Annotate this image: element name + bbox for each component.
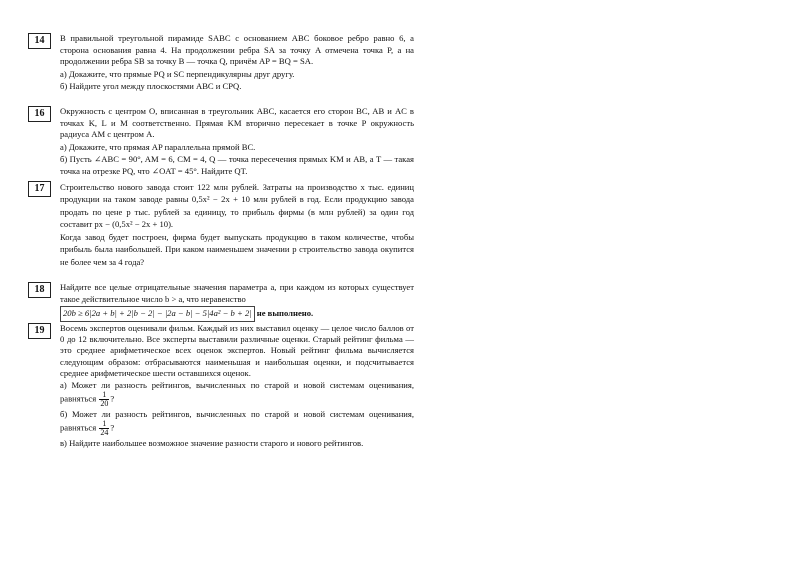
part-c: в) Найдите наибольшее возможное значение разности старого и нового рейтингов. [60,438,364,449]
problem-text: В правильной треугольной пирамиде SABC с основанием ABC боковое ребро равно 6, а сторона основания равна 4. На продолжении ребра SA за точку A отмечена точка P, а на продолжении ребра SB за точку B — точка Q, причём AP = BQ = SA. [60,33,414,67]
part-b: б) Пусть ∠ABC = 90°, AM = 6, CM = 4, Q — точка пересечения прямых KM и AB, а T — такая точка на отрезке PQ, что ∠OAT = 45°. Найдите QT. [60,154,414,176]
part-a [60,380,414,408]
fraction-a [99,391,109,408]
fraction-a-denominator: 20 [100,399,109,409]
fraction-a-numerator: 1 [99,391,109,400]
part-a: а) Докажите, что прямая AP параллельна прямой BC. [60,141,256,152]
problem-text: Найдите все целые отрицательные значения параметра a, при каждом из которых существует такое действительное число b > a, что неравенство [60,282,414,304]
problem-18 [28,282,414,320]
question-mark: ? [110,422,115,433]
question-mark: ? [110,393,115,404]
problem-text: Восемь экспертов оценивали фильм. Каждый из них выставил оценку — целое число баллов от 0 до 12 включительно. Все эксперты выставили различные оценки. Старый рейтинг фильма — это среднее арифметическое всех оценок экспертов. Новый рейтинг фильма вычисляется следующим образом: отбрасываются наименьшая и наибольшая оценки, и подсчитывается среднее арифметическое шести оставшихся оценок. [60,323,414,378]
fraction-b [99,420,109,437]
problem-16 [28,106,414,176]
inequality-tail: не выполнено. [256,308,314,319]
inequality-line [60,306,414,322]
problem-number: 18 [28,282,51,298]
problem-body [60,106,414,178]
problem-body [60,323,414,450]
problem-text: Окружность с центром O, вписанная в треугольник ABC, касается его сторон BC, AB и AC в точках K, L и M соответственно. Прямая KM вторично пересекает в точке P окружность радиуса AM с центром A. [60,106,414,140]
inequality: 20b ≥ 6|2a + b| + 2|b − 2| − |2a − b| − 5|4a² − b + 2| [60,306,255,322]
problem-17 [28,181,414,277]
fraction-b-numerator: 1 [99,420,109,429]
problem-body [60,33,414,93]
part-b-text: б) Может ли разность рейтингов, вычисленных по старой и новой системам оценивания, равняться [60,409,414,433]
part-b [60,409,414,437]
problem-number: 19 [28,323,51,339]
problem-text-2: Когда завод будет построен, фирма будет выпускать продукцию в таком количестве, чтобы прибыль была наибольшей. При каком наименьшем значении p строительство завода окупится не более чем за 4 года? [60,232,414,267]
part-b: б) Найдите угол между плоскостями ABC и CPQ. [60,81,242,92]
problem-number: 14 [28,33,51,49]
problem-number: 16 [28,106,51,122]
problem-body [60,282,414,322]
problem-14 [28,33,414,101]
problem-19 [28,323,414,483]
fraction-b-denominator: 24 [100,428,109,438]
problem-text: Строительство нового завода стоит 122 млн рублей. Затраты на производство x тыс. единиц продукции на таком заводе равны 0,5x² − 2x + 10 млн рублей в год. Если продукцию завода продать по цене p тыс. рублей за единицу, то прибыль фирмы (в млн рублей) за один год составит px − (0,5x² − 2x + 10). [60,182,414,229]
problem-body [60,181,414,268]
part-a-text: а) Может ли разность рейтингов, вычисленных по старой и новой системам оценивания, равняться [60,380,414,404]
part-a: а) Докажите, что прямые PQ и SC перпендикулярны друг другу. [60,68,295,79]
problem-number: 17 [28,181,51,197]
